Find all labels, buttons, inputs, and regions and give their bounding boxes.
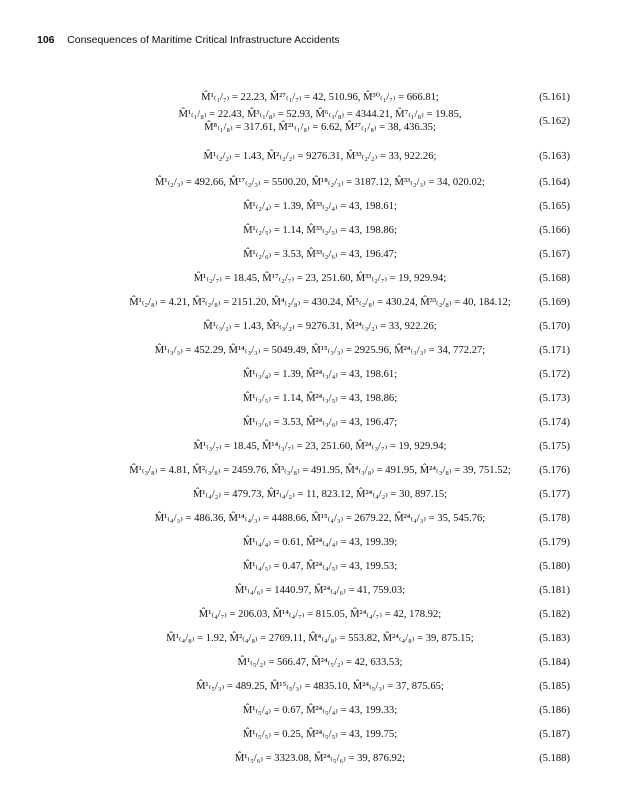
- equation-number: (5.161): [539, 92, 570, 103]
- equation: [100, 560, 540, 573]
- equation: [100, 108, 540, 134]
- equation: [100, 536, 540, 549]
- equation-number: (5.173): [539, 393, 570, 404]
- equation: [100, 464, 540, 477]
- equation-number: (5.183): [539, 633, 570, 644]
- equation-line: M̂¹₍₃/₈₎ = 4.81, M̂²₍₃/₈₎ = 2459.76, M̂³₍₃/₈₎ = 491.95, M̂⁴₍₃/₈₎ = 491.95, M̂²⁴₍₃/₈₎ = 39, 751.52;: [129, 465, 511, 476]
- equation-line: M̂¹₍₃/₅₎ = 1.14, M̂²⁴₍₃/₅₎ = 43, 198.86;: [242, 393, 398, 404]
- equation-number: (5.171): [539, 345, 570, 356]
- equation-line: M̂¹₍₂/₃₎ = 492.66, M̂¹⁷₍₂/₃₎ = 5500.20, M̂¹⁸₍₂/₃₎ = 3187.12, M̂³³₍₂/₃₎ = 34, 020.02;: [154, 177, 485, 188]
- equation-number: (5.165): [539, 201, 570, 212]
- equation-line: M̂¹₍₁/₇₎ = 22.23, M̂²⁷₍₁/₇₎ = 42, 510.96, M̂³⁰₍₁/₇₎ = 666.81;: [201, 92, 439, 103]
- equation-number: (5.169): [539, 297, 570, 308]
- equation: [100, 752, 540, 765]
- equation-line: M̂¹₍₄/₇₎ = 206.03, M̂¹⁴₍₄/₇₎ = 815.05, M̂²⁴₍₄/₇₎ = 42, 178.92;: [198, 609, 442, 620]
- equation: [100, 608, 540, 621]
- equation-number: (5.172): [539, 369, 570, 380]
- equation-number: (5.167): [539, 249, 570, 260]
- running-title: Consequences of Maritime Critical Infrastructure Accidents: [67, 34, 340, 46]
- equation-line: M̂¹₍₄/₂₎ = 479.73, M̂²₍₄/₂₎ = 11, 823.12, M̂²⁴₍₄/₂₎ = 30, 897.15;: [192, 489, 448, 500]
- equation-number: (5.179): [539, 537, 570, 548]
- equation: [100, 728, 540, 741]
- equation: [100, 416, 540, 429]
- equation-line: M̂¹₍₄/₅₎ = 0.47, M̂²⁴₍₄/₅₎ = 43, 199.53;: [242, 561, 398, 572]
- equation-number: (5.168): [539, 273, 570, 284]
- equation-line: M̂¹₍₂/₅₎ = 1.14, M̂³³₍₂/₅₎ = 43, 198.86;: [243, 225, 397, 236]
- equation: [100, 224, 540, 237]
- equation-line: M̂¹₍₅/₄₎ = 0.67, M̂²⁴₍₅/₄₎ = 43, 199.33;: [242, 705, 398, 716]
- equation: [100, 150, 540, 163]
- equation-number: (5.188): [539, 753, 570, 764]
- equation: [100, 632, 540, 645]
- equation: [100, 392, 540, 405]
- equation-number: (5.164): [539, 177, 570, 188]
- equation-number: (5.186): [539, 705, 570, 716]
- equation-line: M̂¹₍₅/₅₎ = 0.25, M̂²⁴₍₅/₅₎ = 43, 199.75;: [242, 729, 398, 740]
- equation-line: M̂¹₍₃/₄₎ = 1.39, M̂²⁴₍₃/₄₎ = 43, 198.61;: [242, 369, 398, 380]
- equation: [100, 320, 540, 333]
- equation-line: M̂¹₍₅/₆₎ = 3323.08, M̂²⁴₍₅/₆₎ = 39, 876.92;: [234, 753, 406, 764]
- equation-line: M̂¹₍₁/₈₎ = 22.43, M̂³₍₁/₈₎ = 52.93, M̂⁶₍₁/₈₎ = 4344.21, M̂⁷₍₁/₈₎ = 19.85,: [178, 109, 462, 120]
- equation-line: M̂¹₍₅/₃₎ = 489.25, M̂¹⁵₍₅/₃₎ = 4835.10, M̂²⁴₍₅/₃₎ = 37, 875.65;: [196, 681, 444, 692]
- equation-number: (5.184): [539, 657, 570, 668]
- equation-line: M̂¹₍₄/₆₎ = 1440.97, M̂²⁴₍₄/₆₎ = 41, 759.03;: [234, 585, 406, 596]
- equation-line: M̂¹₍₄/₄₎ = 0.61, M̂²⁴₍₄/₄₎ = 43, 199.39;: [242, 537, 398, 548]
- equation-line: M̂¹₍₃/₇₎ = 18.45, M̂¹⁴₍₃/₇₎ = 23, 251.60, M̂²⁴₍₃/₇₎ = 19, 929.94;: [193, 441, 447, 452]
- equation-line: M̂¹₍₃/₂₎ = 1.43, M̂²₍₃/₂₎ = 9276.31, M̂²⁴₍₃/₂₎ = 33, 922.26;: [203, 321, 437, 332]
- page-number: 106: [37, 34, 55, 46]
- equation: [100, 680, 540, 693]
- equation-line: M̂¹₍₂/₆₎ = 3.53, M̂³³₍₂/₆₎ = 43, 196.47;: [243, 249, 397, 260]
- equation: [100, 296, 540, 309]
- equation-number: (5.185): [539, 681, 570, 692]
- equation-number: (5.176): [539, 465, 570, 476]
- equation: [100, 584, 540, 597]
- equation: [100, 488, 540, 501]
- equation-number: (5.174): [539, 417, 570, 428]
- equation-number: (5.170): [539, 321, 570, 332]
- equation: [100, 176, 540, 189]
- equation-line: M̂¹₍₃/₃₎ = 452.29, M̂¹⁴₍₃/₃₎ = 5049.49, M̂¹⁵₍₃/₃₎ = 2925.96, M̂²⁴₍₃/₃₎ = 34, 772.27;: [154, 345, 486, 356]
- equation-number: (5.182): [539, 609, 570, 620]
- equation: [100, 248, 540, 261]
- equation-line: M̂¹₍₄/₈₎ = 1.92, M̂²₍₄/₈₎ = 2769.11, M̂⁴₍₄/₈₎ = 553.82, M̂²⁴₍₄/₈₎ = 39, 875.15;: [166, 633, 474, 644]
- equation-number: (5.180): [539, 561, 570, 572]
- equation-line: M̂¹₍₄/₃₎ = 486.36, M̂¹⁴₍₄/₃₎ = 4488.66, M̂¹⁵₍₄/₃₎ = 2679.22, M̂²⁴₍₄/₃₎ = 35, 545.76;: [154, 513, 486, 524]
- equation: [100, 272, 540, 285]
- equation: [100, 91, 540, 104]
- equation-line: M̂⁸₍₁/₈₎ = 317.61, M̂²¹₍₁/₈₎ = 6.62, M̂²⁷₍₁/₈₎ = 38, 436.35;: [204, 122, 436, 133]
- equation-line: M̂¹₍₂/₄₎ = 1.39, M̂³³₍₂/₄₎ = 43, 198.61;: [243, 201, 397, 212]
- equation-number: (5.162): [539, 115, 570, 127]
- equation-line: M̂¹₍₅/₂₎ = 566.47, M̂²⁴₍₅/₂₎ = 42, 633.53;: [237, 657, 403, 668]
- equation-line: M̂¹₍₂/₈₎ = 4.21, M̂²₍₂/₈₎ = 2151.20, M̂⁴₍₂/₈₎ = 430.24, M̂⁵₍₂/₈₎ = 430.24, M̂³³₍₂/₈₎ = 40, 184.12;: [129, 297, 511, 308]
- equation-line: M̂¹₍₂/₇₎ = 18.45, M̂¹⁷₍₂/₇₎ = 23, 251.60, M̂³³₍₂/₇₎ = 19, 929.94;: [193, 273, 447, 284]
- equation: [100, 656, 540, 669]
- equation-number: (5.166): [539, 225, 570, 236]
- equation: [100, 512, 540, 525]
- equation: [100, 440, 540, 453]
- equation-number: (5.187): [539, 729, 570, 740]
- equation: [100, 704, 540, 717]
- equation-line: M̂¹₍₂/₂₎ = 1.43, M̂²₍₂/₂₎ = 9276.31, M̂³³₍₂/₂₎ = 33, 922.26;: [203, 151, 437, 162]
- equation-number: (5.178): [539, 513, 570, 524]
- equation: [100, 344, 540, 357]
- equation-number: (5.175): [539, 441, 570, 452]
- equation-number: (5.163): [539, 151, 570, 162]
- equation-line: M̂¹₍₃/₆₎ = 3.53, M̂²⁴₍₃/₆₎ = 43, 196.47;: [242, 417, 398, 428]
- equation-number: (5.181): [539, 585, 570, 596]
- equation: [100, 368, 540, 381]
- equation: [100, 200, 540, 213]
- equation-number: (5.177): [539, 489, 570, 500]
